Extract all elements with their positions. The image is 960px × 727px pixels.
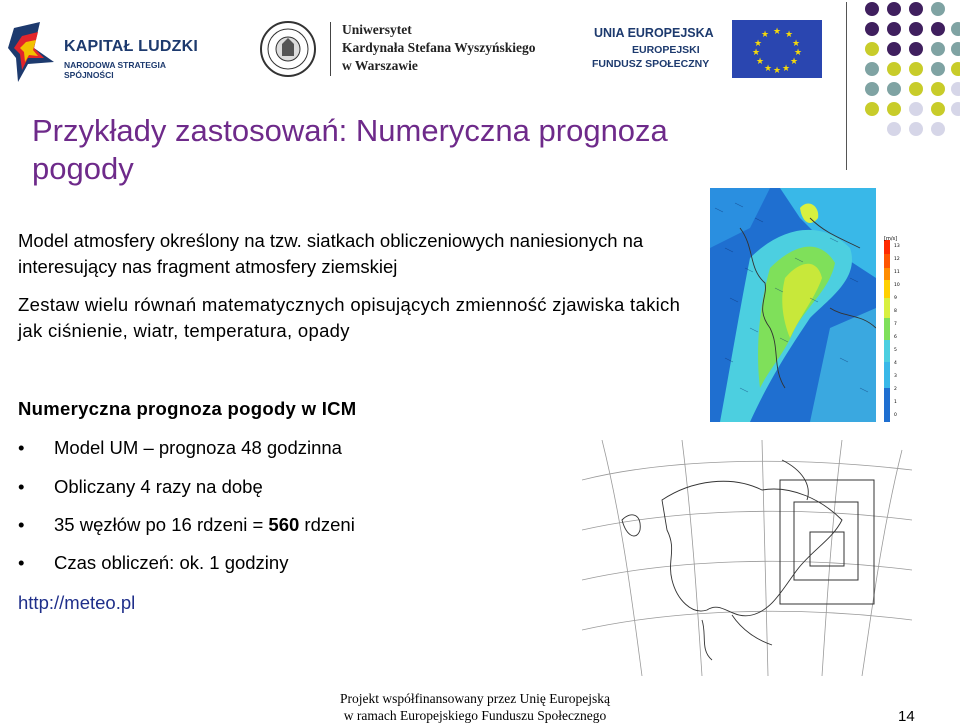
svg-text:★: ★: [793, 48, 803, 58]
svg-text:★: ★: [751, 48, 761, 58]
legend-tick: 10: [894, 283, 900, 288]
legend-unit: [m/s]: [884, 236, 898, 242]
legend-tick: 5: [894, 348, 897, 353]
bullet-text: Model UM – prognoza 48 godzinna: [54, 437, 342, 458]
legend-tick: 13: [894, 244, 900, 249]
legend-tick: 1: [894, 400, 897, 405]
svg-text:★: ★: [772, 66, 782, 76]
eu-social-fund-logo: [570, 18, 830, 78]
bullet-text: 35 węzłów po 16 rdzeni =: [54, 514, 269, 535]
header-divider: [846, 2, 847, 170]
bullet-text-end: rdzeni: [299, 514, 355, 535]
kapital-ludzki-title: KAPITAŁ LUDZKI: [64, 38, 199, 55]
svg-text:★: ★: [789, 57, 799, 67]
svg-text:★: ★: [763, 64, 773, 74]
uksw-logo: [258, 20, 568, 78]
svg-text:★: ★: [791, 39, 801, 49]
legend-tick: 12: [894, 257, 900, 262]
legend-tick: 4: [894, 361, 897, 366]
bullet-item: [18, 476, 263, 498]
svg-text:★: ★: [755, 57, 765, 67]
svg-text:★: ★: [753, 39, 763, 49]
footer-line2: w ramach Europejskiego Funduszu Społecznego: [343, 708, 607, 723]
bullet-marker: •: [18, 476, 25, 497]
icm-section-heading: Numeryczna prognoza pogody w ICM: [18, 398, 357, 419]
university-name-line2: Kardynała Stefana Wyszyńskiego: [342, 40, 536, 55]
legend-tick: 2: [894, 387, 897, 392]
legend-tick: 11: [894, 270, 900, 275]
bullet-item: [18, 514, 355, 536]
slide-title: Przykłady zastosowań: Numeryczna prognoza pogody: [32, 113, 668, 186]
meteo-link[interactable]: http://meteo.pl: [18, 592, 136, 613]
efs-line1: EUROPEJSKI: [632, 44, 700, 56]
bullet-marker: •: [18, 552, 25, 573]
svg-text:★: ★: [760, 30, 770, 40]
core-count: 560: [268, 514, 300, 535]
svg-text:★: ★: [772, 27, 782, 37]
efs-line2: FUNDUSZ SPOŁECZNY: [592, 58, 710, 70]
legend-tick: 7: [894, 322, 897, 327]
eu-name: UNIA EUROPEJSKA: [594, 26, 714, 40]
legend-tick: 6: [894, 335, 897, 340]
kapital-ludzki-logo: [8, 18, 208, 84]
eu-flag-icon: [732, 20, 822, 78]
university-name-line1: Uniwersytet: [342, 22, 412, 37]
decorative-dot-grid: [858, 0, 960, 150]
kapital-ludzki-star-icon: [8, 18, 58, 84]
legend-tick: 9: [894, 296, 897, 301]
svg-text:★: ★: [781, 64, 791, 74]
kapital-ludzki-subtitle: NARODOWA STRATEGIA SPÓJNOŚCI: [64, 60, 166, 80]
legend-tick: 0: [894, 413, 897, 418]
equations-description: Zestaw wielu równań matematycznych opisujących zmienność zjawiska takich jak ciśnienie, wiatr, temperatura, opady: [18, 294, 681, 341]
bullet-marker: •: [18, 437, 25, 458]
bullet-item: [18, 552, 288, 574]
bullet-text: Czas obliczeń: ok. 1 godziny: [54, 552, 289, 573]
legend-tick: 3: [894, 374, 897, 379]
bullet-item: [18, 437, 342, 459]
page-number: 14: [898, 708, 915, 725]
legend-tick: 8: [894, 309, 897, 314]
bullet-marker: •: [18, 514, 25, 535]
model-description: Model atmosfery określony na tzw. siatkach obliczeniowych naniesionych na interesujący nas fragment atmosfery ziemskiej: [18, 230, 644, 277]
model-grid-domain-map: [582, 440, 912, 676]
bullet-text: Obliczany 4 razy na dobę: [54, 476, 263, 497]
footer-line1: Projekt współfinansowany przez Unię Europejską: [340, 691, 610, 706]
footer-credit: [330, 690, 620, 724]
svg-text:★: ★: [784, 30, 794, 40]
university-name-line3: w Warszawie: [342, 58, 418, 73]
university-seal-icon: [258, 20, 328, 78]
wind-forecast-map: [710, 188, 956, 422]
